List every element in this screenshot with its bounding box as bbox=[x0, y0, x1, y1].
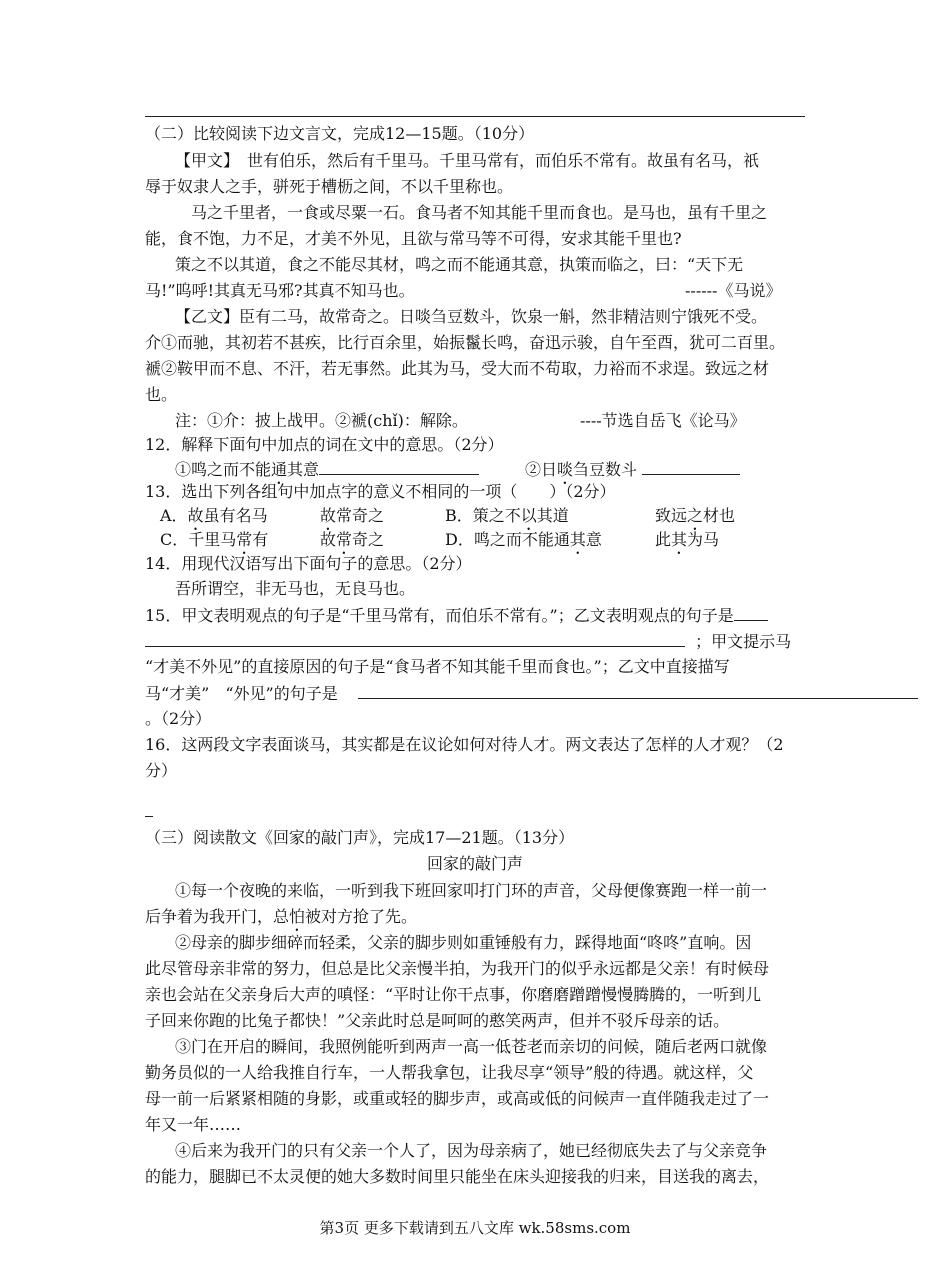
essay-paragraph: ④后来为我开门的只有父亲一个人了，因为母亲病了，她已经彻底失去了与父亲竞争 bbox=[175, 1141, 768, 1160]
question-12-items: ①鸣之而不能通其意 bbox=[175, 456, 479, 488]
page-footer: 第3页 更多下载请到五八文库 wk.58sms.com bbox=[319, 1219, 631, 1237]
answer-blank[interactable] bbox=[642, 456, 740, 475]
answer-blank-mark bbox=[145, 816, 153, 817]
option-d1: D．鸣之而不能通其意 bbox=[445, 530, 602, 549]
essay-paragraph: 年又一年…… bbox=[145, 1115, 242, 1134]
essay-paragraph: ②母亲的脚步细碎而轻柔，父亲的脚步则如重锤般有力，踩得地面“咚咚”直响。因 bbox=[175, 933, 752, 952]
jia-text: 马!”呜呼!其真无马邪?其真不知马也。 bbox=[145, 281, 415, 300]
option-b1: B．策之不以其道 bbox=[445, 506, 569, 525]
jia-text: 能，食不饱，力不足，才美不外见，且欲与常马等不可得，安求其能千里也? bbox=[145, 229, 682, 248]
footnote: 注：①介：披上战甲。②褫(chǐ)：解除。 bbox=[175, 411, 468, 430]
answer-blank[interactable] bbox=[734, 602, 768, 621]
essay-paragraph: 亲也会站在父亲身后大声的嗔怪：“平时让你干点事，你磨磨蹭蹭慢慢腾腾的，一听到儿 bbox=[145, 985, 762, 1004]
answer-blank[interactable] bbox=[358, 680, 918, 699]
yi-text: 褫②鞍甲而不息、不汗，若无事然。此其为马，受大而不苟取，力裕而不求逞。致远之材 bbox=[145, 359, 770, 378]
option-d2: 此其为马 bbox=[655, 530, 720, 549]
jia-source: ------《马说》 bbox=[685, 281, 782, 300]
question-16-cont: 分） bbox=[145, 761, 178, 780]
question-12: 12．解释下面句中加点的词在文中的意思。（2分） bbox=[145, 435, 504, 454]
jia-text: 马之千里者，一食或尽粟一石。食马者不知其能千里而食也。是马也，虽有千里之 bbox=[175, 203, 768, 222]
option-a1: A．故虽有名马 bbox=[160, 506, 268, 525]
question-16: 16．这两段文字表面谈马，其实都是在议论如何对待人才。两文表达了怎样的人才观？（2 bbox=[145, 735, 784, 754]
yi-text: 也。 bbox=[145, 385, 178, 404]
essay-paragraph: ①每一个夜晚的来临，一听到我下班回家叩打门环的声音，父母便像赛跑一样一前一 bbox=[175, 881, 768, 900]
question-12-item-b: ②日啖刍豆数斗 bbox=[525, 456, 740, 488]
question-15-score: 。（2分） bbox=[145, 709, 212, 728]
yi-text: 介①而驰，其初若不甚疾，比行百余里，始振鬣长鸣，奋迅示骏，自午至酉，犹可二百里。 bbox=[145, 333, 786, 352]
top-divider bbox=[145, 116, 805, 117]
question-15-line3: “才美不外见”的直接原因的句子是“食马者不知其能千里而食也。”；乙文中直接描写 bbox=[145, 657, 730, 676]
question-14-sentence: 吾所谓空，非无马也，无良马也。 bbox=[175, 579, 416, 598]
part3-heading: （三）阅读散文《回家的敲门声》，完成17—21题。（13分） bbox=[145, 828, 575, 847]
essay-paragraph: 后争着为我开门，总怕被对方抢了先。 bbox=[145, 907, 418, 926]
answer-blank[interactable] bbox=[319, 456, 479, 475]
jia-text: 辱于奴隶人之手，骈死于槽枥之间，不以千里称也。 bbox=[145, 177, 514, 196]
essay-paragraph: ③门在开启的瞬间，我照例能听到两声一高一低苍老而亲切的问候，随后老两口就像 bbox=[175, 1037, 768, 1056]
option-c2: 故常奇之 bbox=[320, 530, 385, 549]
essay-paragraph: 母一前一后紧紧相随的身影，或重或轻的脚步声，或高或低的问候声一直伴随我走过了一 bbox=[145, 1089, 770, 1108]
essay-paragraph: 子回来你跑的比兔子都快！”父亲此时总是呵呵的憨笑两声，但并不驳斥母亲的话。 bbox=[145, 1011, 730, 1030]
question-13: 13．选出下列各组句中加点字的意义不相同的一项（ ）（2分） bbox=[145, 482, 616, 501]
yi-text: 【乙文】臣有二马，故常奇之。日啖刍豆数斗，饮泉一斛，然非精洁则宁饿死不受。 bbox=[175, 307, 768, 326]
part2-heading: （二）比较阅读下边文言文，完成12—15题。（10分） bbox=[145, 124, 535, 143]
jia-text: 策之不以其道，食之不能尽其材，鸣之而不能通其意，执策而临之，曰：“天下无 bbox=[175, 255, 744, 274]
essay-paragraph: 此尽管母亲非常的努力，但总是比父亲慢半拍，为我开门的似乎永远都是父亲！有时候母 bbox=[145, 959, 770, 978]
essay-paragraph: 的能力，腿脚已不太灵便的她大多数时间里只能坐在床头迎接我的归来，目送我的离去， bbox=[145, 1167, 770, 1186]
answer-blank[interactable] bbox=[145, 628, 685, 647]
question-15-line4: 马“才美” “外见”的句子是 bbox=[145, 680, 918, 707]
option-b2: 致远之材也 bbox=[655, 506, 736, 525]
option-a2: 故常奇之 bbox=[320, 506, 385, 525]
question-15-line2: ；甲文提示马 bbox=[145, 628, 791, 655]
option-c1: C．千里马常有 bbox=[160, 530, 269, 549]
essay-title: 回家的敲门声 bbox=[426, 854, 523, 873]
yi-source: ----节选自岳飞《论马》 bbox=[580, 411, 746, 430]
jia-text: 【甲文】 世有伯乐，然后有千里马。千里马常有，而伯乐不常有。故虽有名马，祇 bbox=[175, 151, 760, 170]
question-14: 14．用现代汉语写出下面句子的意思。（2分） bbox=[145, 554, 472, 573]
essay-paragraph: 勤务员似的一人给我推自行车，一人帮我拿包，让我尽享“领导”般的待遇。就这样，父 bbox=[145, 1063, 754, 1082]
question-15: 15．甲文表明观点的句子是“千里马常有，而伯乐不常有。”；乙文表明观点的句子是 bbox=[145, 602, 768, 629]
